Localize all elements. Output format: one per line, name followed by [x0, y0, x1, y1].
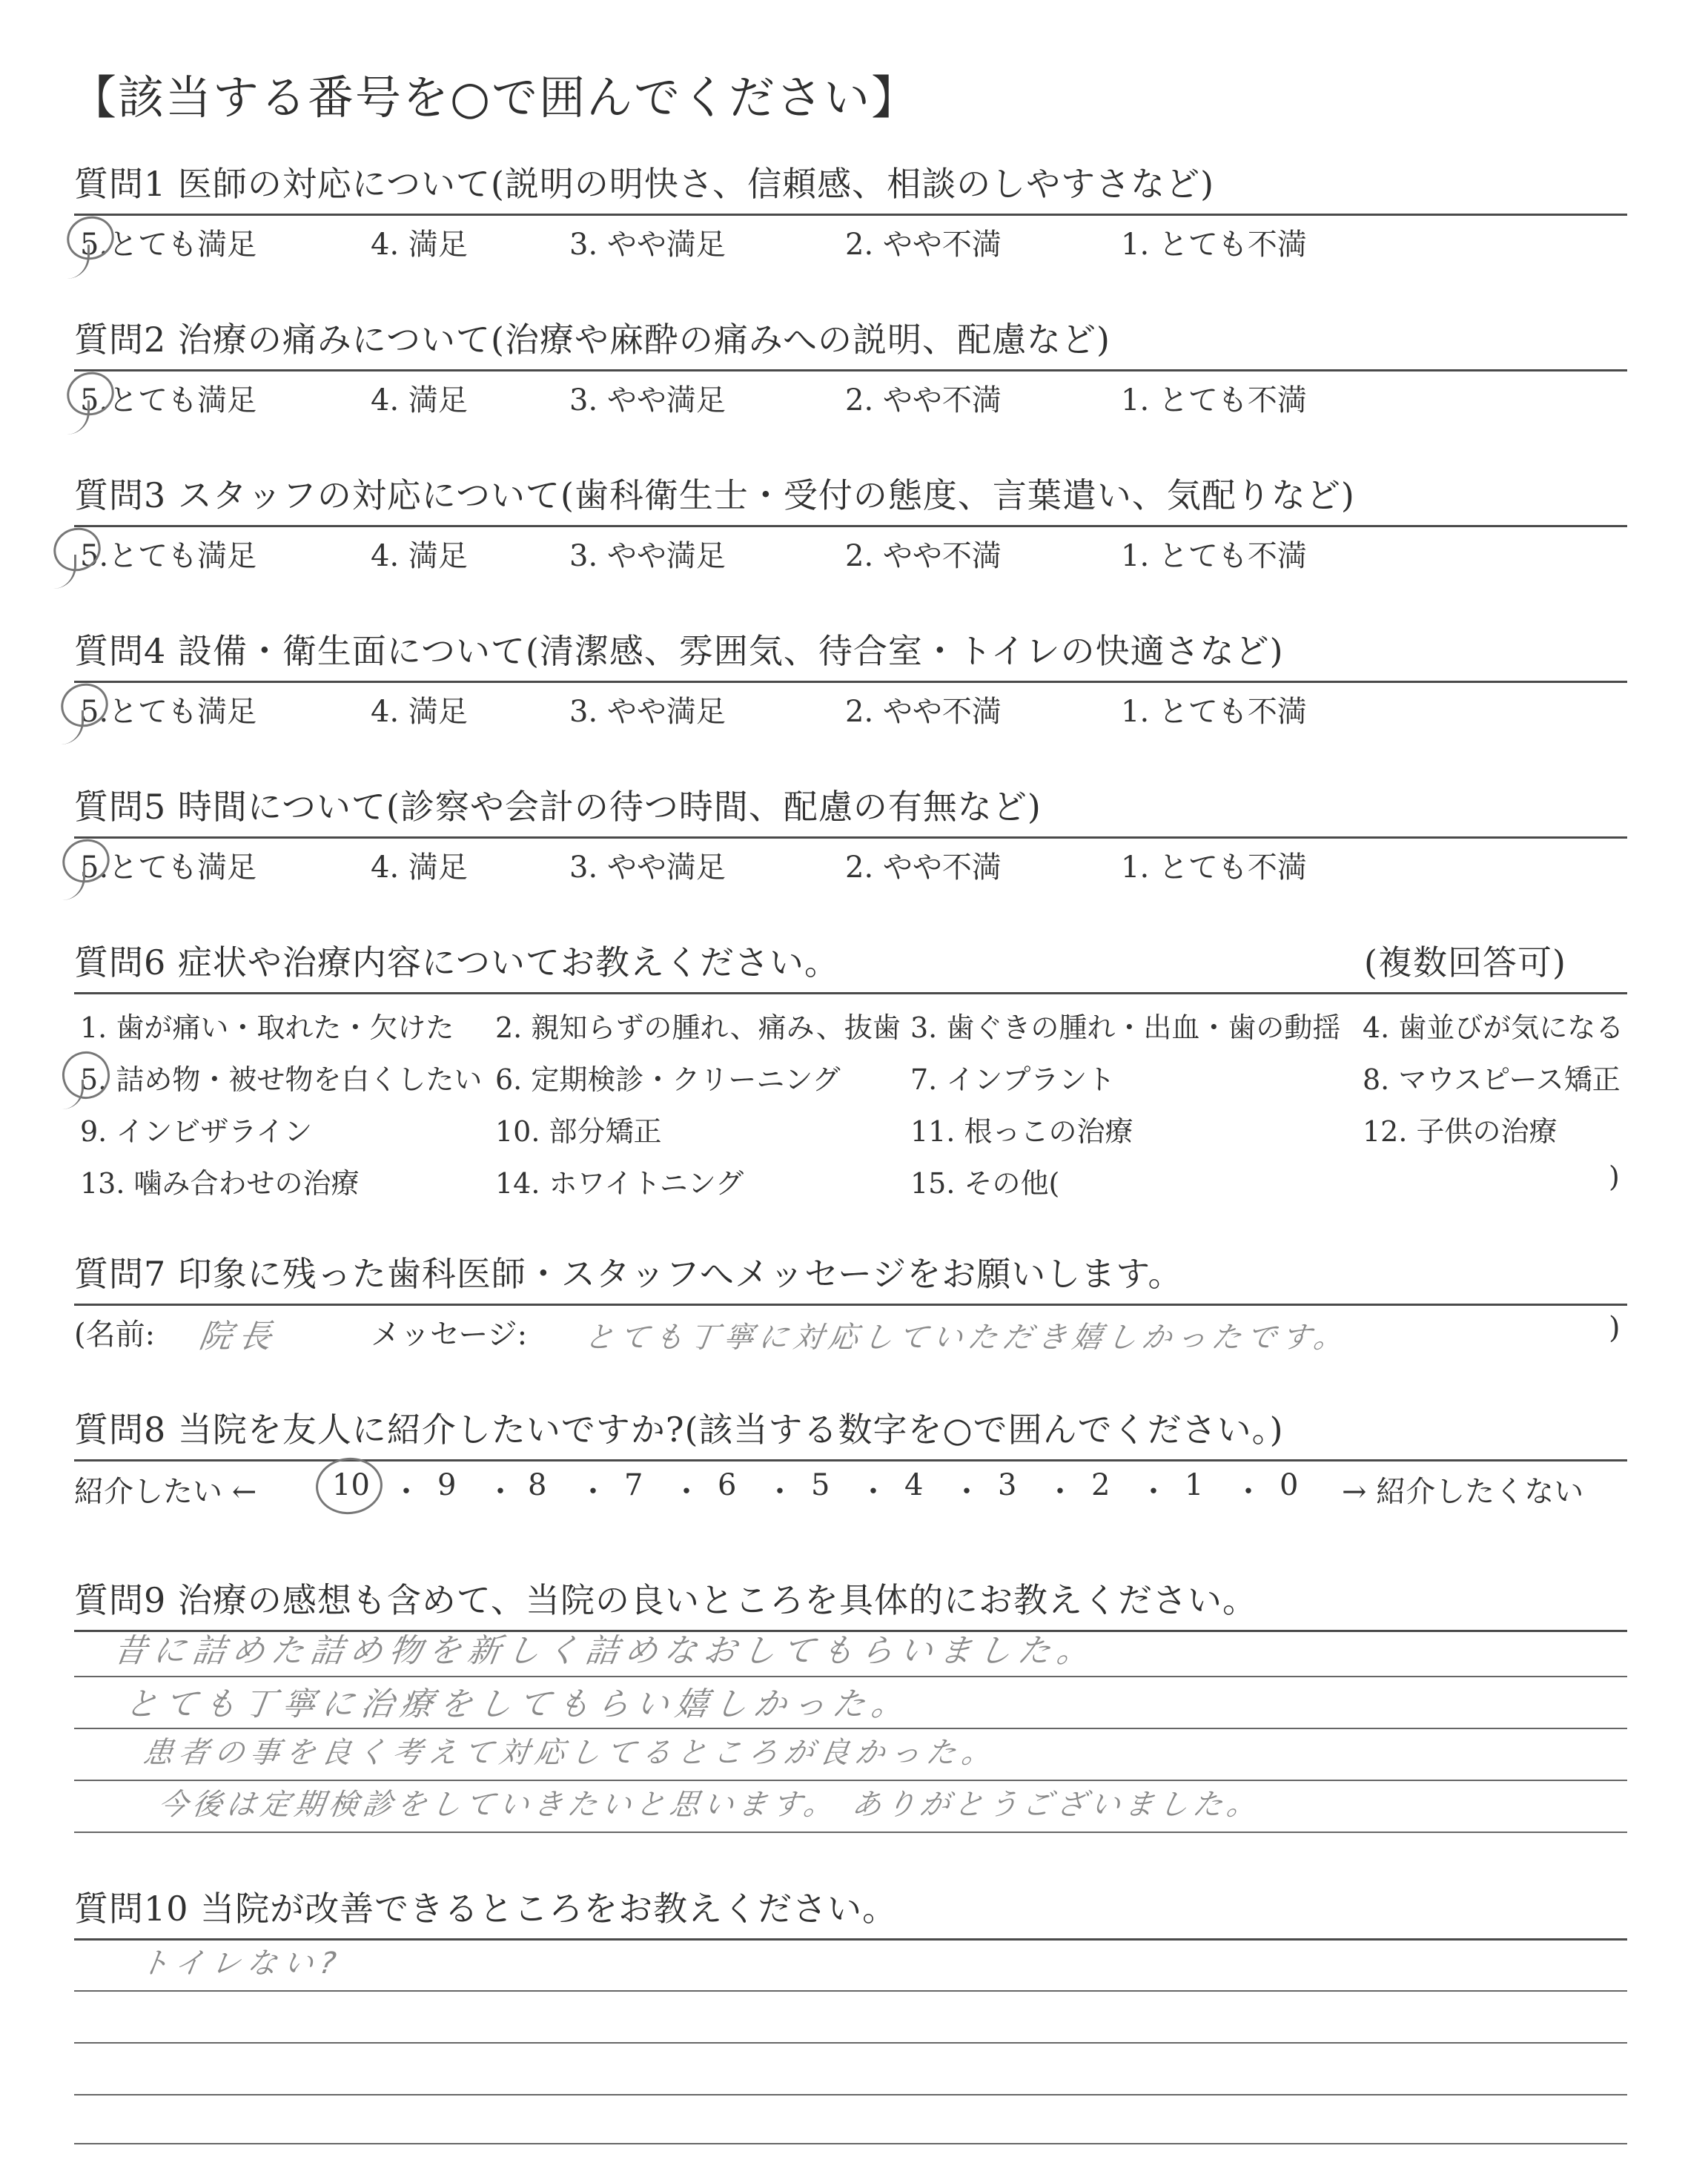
option-4[interactable]: 4. 満足 — [371, 539, 468, 573]
staff-name-handwritten[interactable]: 院長 — [196, 1318, 281, 1355]
question-7-title: 質問7 印象に残った歯科医師・スタッフへメッセージをお願いします。 — [74, 1254, 1183, 1294]
option-2[interactable]: 2. やや不満 — [845, 851, 1002, 885]
other-close-paren: ) — [1609, 1160, 1620, 1193]
scale-9[interactable]: 9 — [437, 1468, 457, 1502]
answer-line — [74, 1832, 1627, 1833]
message-label: メッセージ: — [371, 1318, 528, 1352]
option-2[interactable]: 2. やや不満 — [845, 695, 1002, 729]
selection-mark — [53, 555, 76, 589]
option-4[interactable]: 4. 満足 — [371, 851, 468, 885]
question-2-title: 質問2 治療の痛みについて(治療や麻酔の痛みへの説明、配慮など) — [74, 320, 1110, 360]
option-4[interactable]: 4. 満足 — [371, 695, 468, 729]
divider — [74, 369, 1627, 371]
option-5[interactable]: 5.とても満足 — [80, 539, 257, 573]
question-6-title: 質問6 症状や治療内容についてお教えください。 — [74, 942, 839, 982]
scale-10[interactable]: 10 — [332, 1468, 370, 1502]
form-title: 【該当する番号を○で囲んでください】 — [70, 70, 919, 125]
scale-separator: ・ — [1139, 1475, 1168, 1509]
name-label: (名前: — [74, 1318, 156, 1352]
option-2[interactable]: 2. やや不満 — [845, 539, 1002, 573]
scale-separator: ・ — [1045, 1475, 1075, 1509]
answer-line — [74, 1990, 1627, 1992]
divider — [74, 1459, 1627, 1462]
option-4[interactable]: 4. 満足 — [371, 228, 468, 262]
option-1[interactable]: 1. とても不満 — [1121, 539, 1307, 573]
good-points-line-1[interactable]: 昔に詰めた詰め物を新しく詰めなおしてもらいました。 — [111, 1632, 1099, 1670]
question-5-title: 質問5 時間について(診察や会計の待つ時間、配慮の有無など) — [74, 787, 1042, 827]
scale-separator: ・ — [952, 1475, 982, 1509]
symptom-item[interactable]: 10. 部分矯正 — [495, 1115, 662, 1148]
good-points-line-3[interactable]: 患者の事を良く考えて対応してるところが良かった。 — [141, 1736, 1000, 1770]
question-3-title: 質問3 スタッフの対応について(歯科衛生士・受付の態度、言葉遣い、気配りなど) — [74, 475, 1355, 515]
option-1[interactable]: 1. とても不満 — [1121, 851, 1307, 885]
option-5[interactable]: 5.とても満足 — [80, 695, 257, 729]
symptom-item[interactable]: 5. 詰め物・被せ物を白くしたい — [80, 1063, 483, 1096]
scale-separator: ・ — [1234, 1475, 1263, 1509]
scale-8[interactable]: 8 — [528, 1468, 547, 1502]
question-8-title: 質問8 当院を友人に紹介したいですか?(該当する数字を○で囲んでください。) — [74, 1410, 1284, 1450]
symptom-item[interactable]: 13. 噛み合わせの治療 — [80, 1167, 360, 1200]
symptom-item[interactable]: 6. 定期検診・クリーニング — [495, 1063, 841, 1096]
option-5[interactable]: 5.とても満足 — [80, 228, 257, 262]
message-close-paren: ) — [1609, 1311, 1621, 1345]
option-2[interactable]: 2. やや不満 — [845, 228, 1002, 262]
scale-2[interactable]: 2 — [1091, 1468, 1110, 1502]
good-points-line-4[interactable]: 今後は定期検診をしていきたいと思います。 ありがとうございました。 — [156, 1788, 1264, 1822]
scale-7[interactable]: 7 — [624, 1468, 643, 1502]
divider — [74, 525, 1627, 527]
recommend-left-label: 紹介したい ← — [74, 1475, 257, 1509]
answer-line — [74, 2094, 1627, 2095]
scale-separator: ・ — [858, 1475, 888, 1509]
selection-mark — [67, 400, 90, 435]
symptom-item[interactable]: 1. 歯が痛い・取れた・欠けた — [80, 1011, 454, 1044]
symptom-item[interactable]: 15. その他( — [910, 1167, 1060, 1200]
symptom-item[interactable]: 9. インビザライン — [80, 1115, 313, 1148]
improvement-line-1[interactable]: トイレない? — [137, 1946, 345, 1981]
symptom-item[interactable]: 8. マウスピース矯正 — [1363, 1063, 1621, 1096]
option-1[interactable]: 1. とても不満 — [1121, 383, 1307, 417]
selection-mark — [61, 710, 84, 744]
option-3[interactable]: 3. やや満足 — [569, 539, 726, 573]
scale-1[interactable]: 1 — [1185, 1468, 1204, 1502]
selection-mark — [62, 1080, 84, 1109]
option-3[interactable]: 3. やや満足 — [569, 383, 726, 417]
divider — [74, 1304, 1627, 1306]
multiple-answer-note: (複数回答可) — [1364, 942, 1566, 982]
scale-separator: ・ — [672, 1475, 701, 1509]
option-1[interactable]: 1. とても不満 — [1121, 228, 1307, 262]
selection-mark — [67, 245, 90, 279]
symptom-item[interactable]: 4. 歯並びが気になる — [1363, 1011, 1624, 1044]
scale-6[interactable]: 6 — [718, 1468, 737, 1502]
symptom-item[interactable]: 7. インプラント — [910, 1063, 1116, 1096]
answer-line — [74, 2143, 1627, 2144]
option-3[interactable]: 3. やや満足 — [569, 851, 726, 885]
message-handwritten[interactable]: とても丁寧に対応していただき嬉しかったです。 — [582, 1321, 1351, 1355]
symptom-item[interactable]: 12. 子供の治療 — [1363, 1115, 1558, 1148]
question-1-title: 質問1 医師の対応について(説明の明快さ、信頼感、相談のしやすさなど) — [74, 164, 1215, 204]
option-5[interactable]: 5.とても満足 — [80, 851, 257, 885]
divider — [74, 836, 1627, 839]
scale-separator: ・ — [486, 1475, 515, 1509]
selection-mark — [62, 866, 85, 900]
selection-circle — [313, 1455, 385, 1518]
answer-line — [74, 2042, 1627, 2044]
option-3[interactable]: 3. やや満足 — [569, 228, 726, 262]
scale-5[interactable]: 5 — [811, 1468, 830, 1502]
scale-separator: ・ — [765, 1475, 795, 1509]
scale-separator: ・ — [578, 1475, 608, 1509]
scale-0[interactable]: 0 — [1280, 1468, 1299, 1502]
symptom-item[interactable]: 3. 歯ぐきの腫れ・出血・歯の動揺 — [910, 1011, 1341, 1044]
symptom-item[interactable]: 14. ホワイトニング — [495, 1167, 744, 1200]
scale-separator: ・ — [391, 1475, 421, 1509]
recommend-right-label: → 紹介したくない — [1342, 1475, 1584, 1509]
divider — [74, 992, 1627, 994]
option-3[interactable]: 3. やや満足 — [569, 695, 726, 729]
symptom-item[interactable]: 2. 親知らずの腫れ、痛み、抜歯 — [495, 1011, 901, 1044]
divider — [74, 214, 1627, 216]
scale-3[interactable]: 3 — [998, 1468, 1017, 1502]
option-5[interactable]: 5.とても満足 — [80, 383, 257, 417]
divider — [74, 681, 1627, 683]
scale-4[interactable]: 4 — [904, 1468, 924, 1502]
question-10-title: 質問10 当院が改善できるところをお教えください。 — [74, 1889, 898, 1929]
question-9-title: 質問9 治療の感想も含めて、当院の良いところを具体的にお教えください。 — [74, 1580, 1257, 1620]
symptom-item[interactable]: 11. 根っこの治療 — [910, 1115, 1133, 1148]
option-4[interactable]: 4. 満足 — [371, 383, 468, 417]
option-2[interactable]: 2. やや不満 — [845, 383, 1002, 417]
option-1[interactable]: 1. とても不満 — [1121, 695, 1307, 729]
good-points-line-2[interactable]: とても丁寧に治療をしてもらい嬉しかった。 — [122, 1685, 914, 1723]
question-4-title: 質問4 設備・衛生面について(清潔感、雰囲気、待合室・トイレの快適さなど) — [74, 631, 1284, 671]
